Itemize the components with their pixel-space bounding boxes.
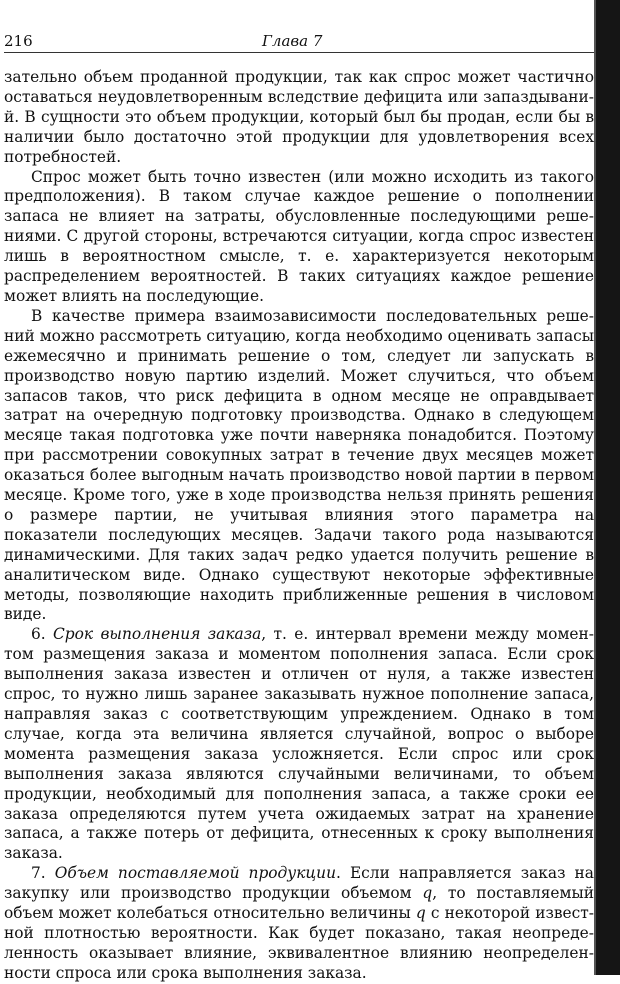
paragraph-demand: Спрос может быть точно известен (или можно исходить из такого предположения). В таком случае каждое решение о пополнении запаса не влияет на затраты, обусловленные последующими решениями. С другой стороны, встречаются ситуации, когда спрос известен лишь в вероятностном смысле, т. е. характеризуется некоторым распределением вероятностей. В таких ситуациях каждое решение может влиять на последующие. xyxy=(4,167,594,305)
item-text: . Если направляется заказ на закупку или производство продукции объемом xyxy=(4,864,594,903)
paragraph-continuation: зательно объем проданной продукции, так как спрос может частично оставаться неудовлетворенным вследствие дефицита или запаздываний. В сущности это объем продукции, который был бы продан, если бы в наличии было достаточно этой продукции для удовлетворения всех потребностей. xyxy=(4,68,594,166)
item-text: , т. е. интервал времени между моментом размещения заказа и моментом пополнения запаса. Если срок выполнения заказа известен и отличен от нуля, а также известен спрос, то нужно лишь заранее заказывать нужное пополнение запаса, направляя заказ с соответствующим упреждением. Однако в том случае, когда эта величина является случайной, вопрос о выборе момента размещения заказа усложняется. Если спрос или срок выполнения заказа являются случайными величинами, то объем продукции, необходимый для пополнения запаса, а также сроки ее заказа определяются путем учета ожидаемых затрат на хранение запаса, а также потерь от дефицита, отнесенных к сроку выполнения заказа. xyxy=(4,625,594,863)
item-heading: Объем поставляемой продукции xyxy=(54,864,336,883)
body-text xyxy=(4,68,594,984)
item-heading: Срок выполнения заказа xyxy=(53,625,262,644)
paragraph-supply-volume xyxy=(4,864,594,983)
item-text: с некоторой известной плотностью вероятности. Как будет показано, такая неопределенность оказывает влияние, эквивалентное влиянию неопределенности спроса или срока выполнения заказа. xyxy=(4,904,594,982)
page-header xyxy=(4,30,594,53)
variable-q: q xyxy=(422,884,433,903)
chapter-title: Глава 7 xyxy=(262,32,323,50)
page-edge-line xyxy=(594,0,596,975)
variable-q: q xyxy=(415,904,426,923)
paragraph-example: В качестве примера взаимозависимости последовательных решений можно рассмотреть ситуацию, когда необходимо оценивать запасы ежемесячно и принимать решение о том, следует ли запускать в производство новую партию изделий. Может случиться, что объем запасов таков, что риск дефицита в одном месяце не оправдывает затрат на очередную подготовку производства. Однако в следующем месяце такая подготовка уже почти наверняка понадобится. Поэтому при рассмотрении совокупных затрат в течение двух месяцев может оказаться более выгодным начать производство новой партии в первом месяце. Кроме того, уже в ходе производства нельзя принять решения о размере партии, не учитывая влияния этого параметра на показатели последующих месяцев. Задачи такого рода называются динамическими. Для таких задач редко удается получить решение в аналитическом виде. Однако существуют некоторые эффективные методы, позволяющие находить приближенные решения в числовом виде. xyxy=(4,306,594,624)
item-text: , то поставляемый объем может колебаться относительно величины xyxy=(4,884,595,923)
page-edge-shadow xyxy=(594,0,620,975)
paragraph-lead-time xyxy=(4,625,594,864)
item-number: 6. xyxy=(31,625,46,644)
item-number: 7. xyxy=(31,864,46,883)
page-number: 216 xyxy=(4,32,33,50)
